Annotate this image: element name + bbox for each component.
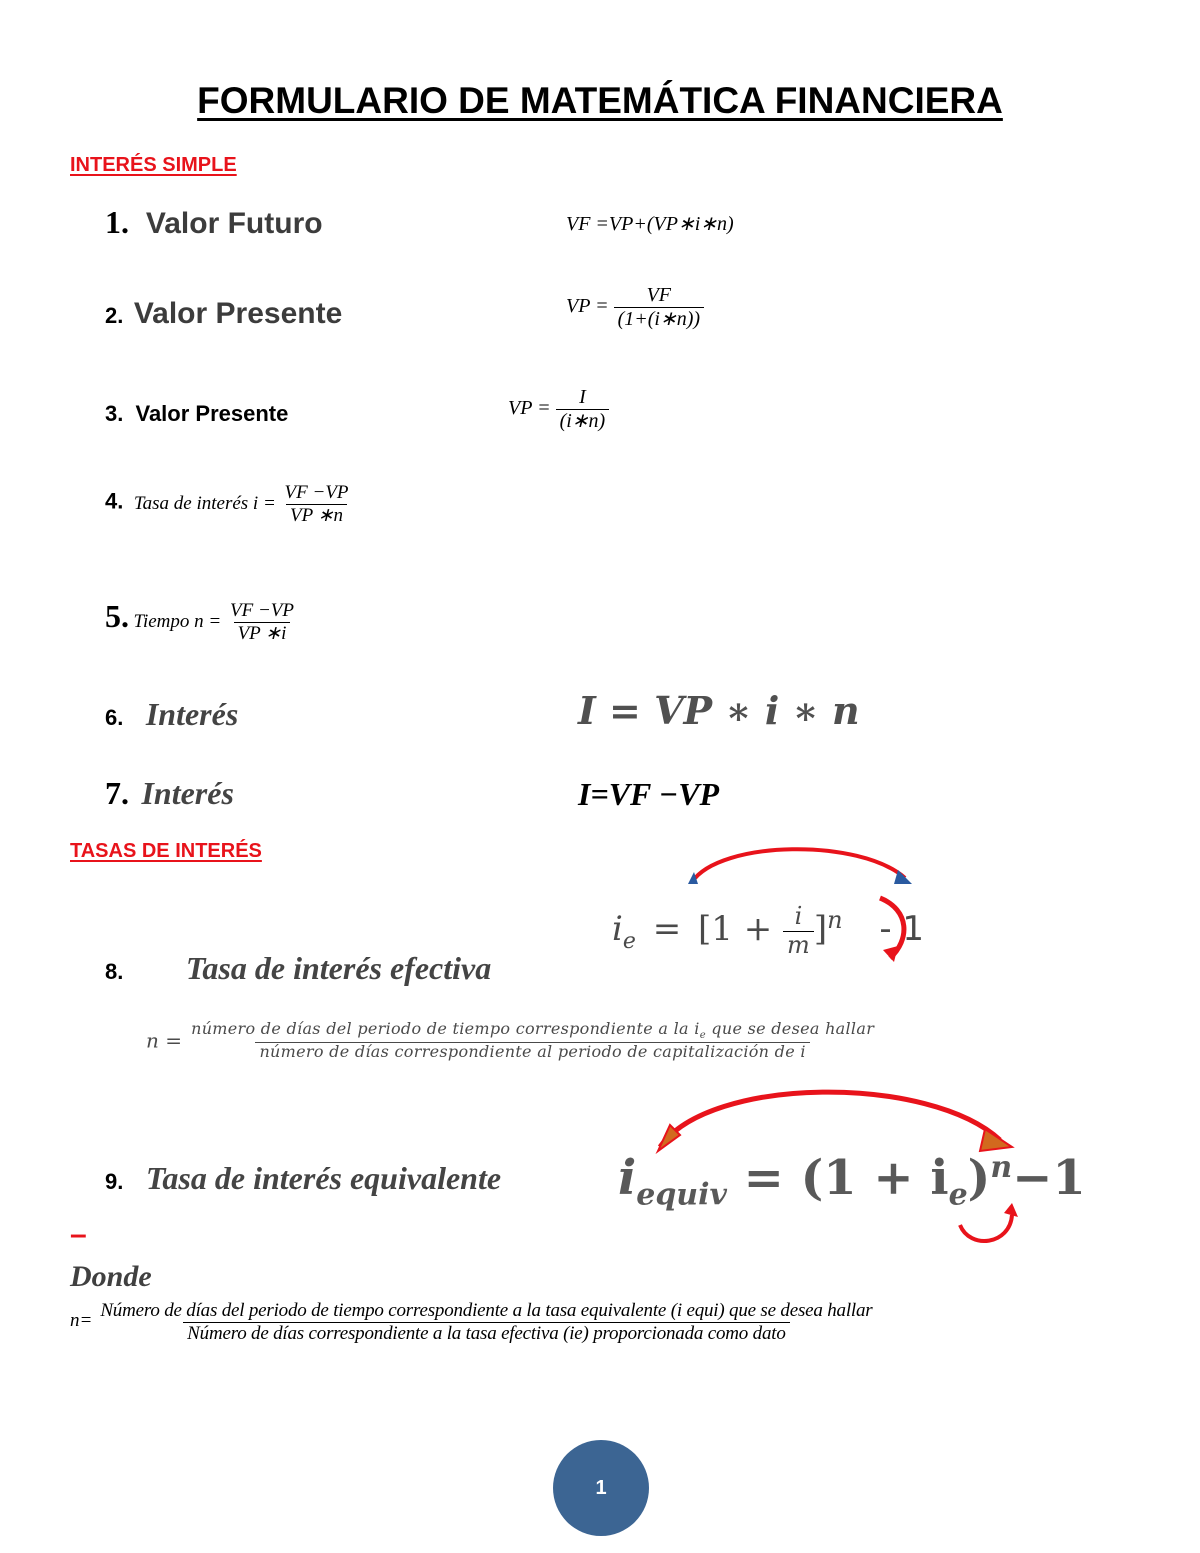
formula-valor-presente-2 [508,386,609,433]
donde-heading: Donde [70,1260,152,1293]
numerator-subscript: e [699,1030,706,1042]
item-label: Valor Presente [133,297,343,330]
item-number: 4. [105,488,124,514]
formula-lhs: n= [70,1310,93,1332]
page-title: FORMULARIO DE MATEMÁTICA FINANCIERA [197,80,1003,121]
item-label: Valor Presente [135,401,289,426]
denominator: Número de días correspondiente a la tasa efectiva (ie) proporcionada como dato [183,1322,789,1345]
item-label: Interés [141,775,234,811]
denominator: (i∗n) [556,409,610,433]
formula-tail: −1 [1012,1150,1086,1206]
fraction [281,482,353,527]
item-4 [105,482,353,527]
item-label: Tasa de interés efectiva [185,950,492,986]
numerator-text: número de días del periodo de tiempo correspondiente a la i [191,1019,700,1038]
formula-close-paren: ) [967,1150,991,1206]
formula-lhs: i [618,1150,637,1206]
fraction [783,903,814,959]
denominator: (1+(i∗n)) [614,307,704,331]
formula-interes-2: I=VF −VP [578,776,720,812]
page-number-badge: 1 [553,1440,649,1536]
item-number: 9. [105,1169,124,1194]
item-number: 1. [105,204,129,240]
fraction [226,600,298,645]
formula-lhs: Tiempo n = [133,611,222,632]
formula-tasa-efectiva [612,903,924,959]
formula-subscript-2: e [948,1177,968,1213]
denominator: número de días correspondiente al periodo de capitalización de i [255,1042,809,1061]
item-3 [105,401,288,427]
formula-tail: - 1 [879,909,925,950]
formula-lhs: VP = [508,397,551,420]
formula-tasa-interes [133,482,353,526]
fraction [96,1300,876,1345]
item-label: Tasa de interés equivalente [145,1160,502,1196]
arrow-head [980,1129,1012,1151]
numerator: VF [646,284,672,306]
item-6 [105,696,238,733]
fraction [187,1020,878,1061]
item-number: 2. [105,303,124,328]
formula-middle: = (1 + i [743,1150,949,1206]
formula-n-efectiva [146,1020,878,1061]
section-heading-interes-simple: INTERÉS SIMPLE [70,154,237,176]
item-8 [105,950,491,987]
item-7 [105,775,234,812]
denominator: VP ∗n [286,504,347,527]
formula-lhs: i [612,909,623,950]
formula-lhs: n = [146,1028,182,1053]
fraction [614,284,704,331]
item-number: 8. [105,959,124,984]
item-number: 5. [105,598,129,634]
numerator: i [794,902,803,930]
formula-valor-presente-1 [566,284,704,331]
item-9 [105,1160,501,1197]
formula-n-equivalente [70,1300,876,1345]
numerator [187,1020,878,1042]
formula-tasa-equivalente [618,1150,1086,1213]
arrow-curve [660,1092,1000,1147]
formula-interes-1: I = VP ∗ i ∗ n [578,688,860,733]
section-heading-tasas: TASAS DE INTERÉS [70,840,262,862]
numerator: VF −VP [284,482,349,503]
item-number: 3. [105,401,124,426]
numerator: I [579,386,586,408]
dash-mark: – [70,1218,87,1251]
formula-lhs: VP = [566,295,609,318]
denominator: VP ∗i [234,622,291,645]
numerator: VF −VP [229,600,294,622]
formula-exponent: n [990,1150,1013,1185]
numerator: Número de días del periodo de tiempo correspondiente a la tasa equivalente (i equi) que se desea hallar [100,1300,873,1321]
denominator: m [783,931,814,960]
formula-open-bracket: [1 + [698,909,773,950]
formula-subscript: e [622,928,636,954]
formula-subscript: equiv [636,1177,727,1213]
arrow-small-curve [960,1215,1012,1241]
arrow-curve [692,849,905,882]
item-number: 7. [105,775,129,811]
formula-valor-futuro: VF =VP+(VP∗i∗n) [566,213,734,235]
fraction [556,386,610,433]
formula-exponent: n [827,905,843,934]
formula-equals: = [652,909,682,950]
item-1 [105,204,323,241]
item-number: 6. [105,705,124,730]
numerator-tail: que se desea hallar [705,1019,875,1038]
item-label: Valor Futuro [145,207,323,240]
item-5 [105,598,298,645]
formula-tiempo [133,600,298,645]
formula-close-bracket: ] [813,909,828,950]
item-2 [105,297,342,331]
item-label: Interés [145,696,239,732]
formula-lhs: Tasa de interés i = [133,492,276,514]
